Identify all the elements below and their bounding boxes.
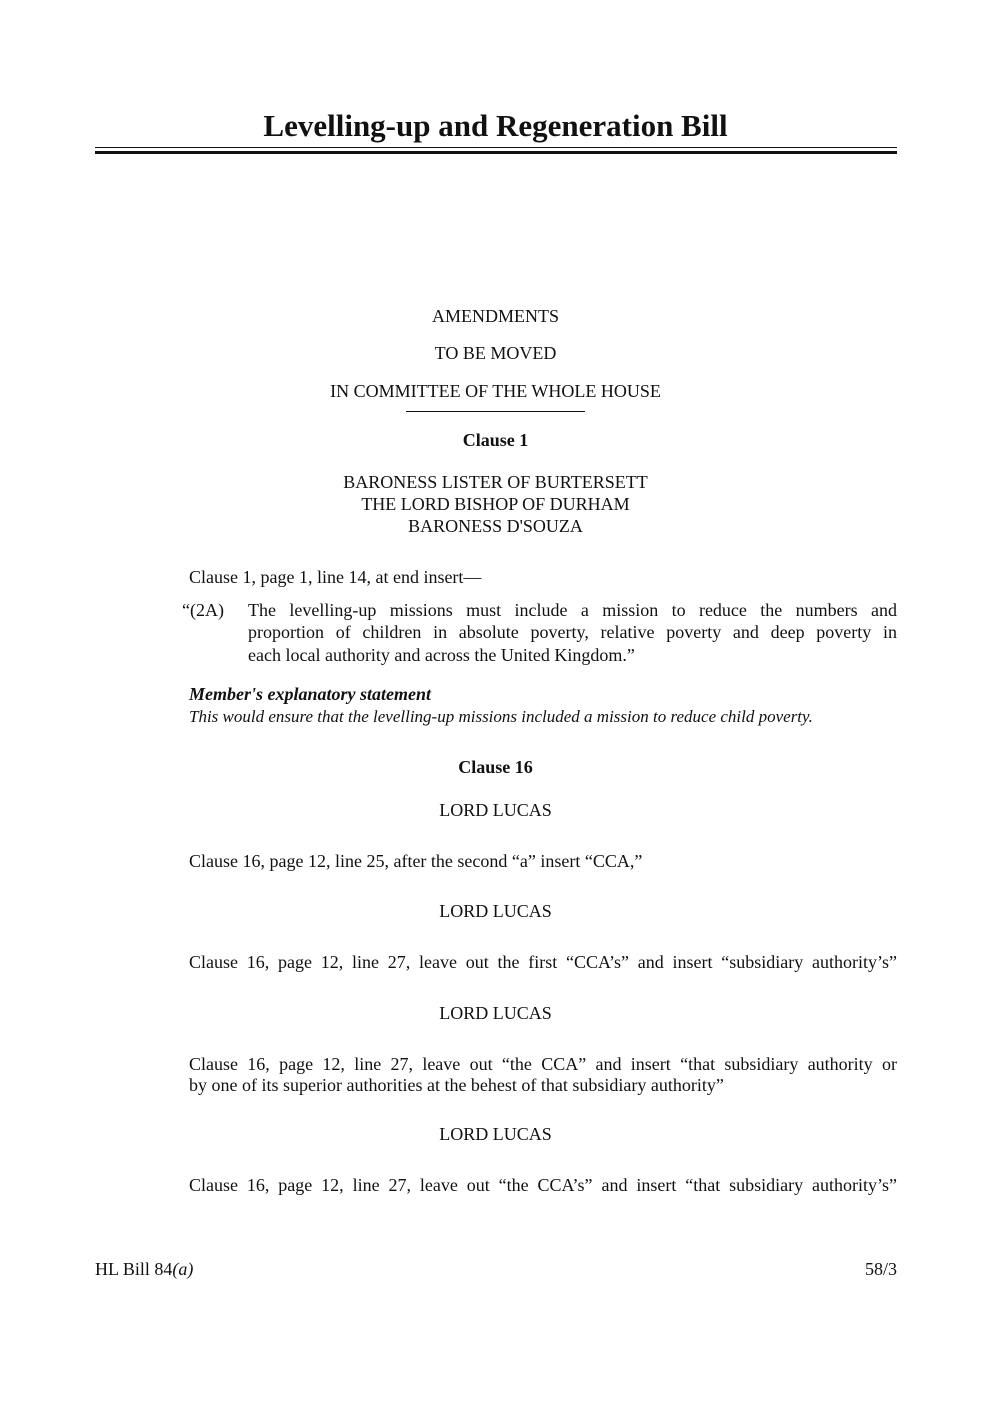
bill-suffix: (a) <box>172 1259 194 1279</box>
member-name: LORD LUCAS <box>439 800 552 820</box>
bill-number: HL Bill 84 <box>95 1259 173 1279</box>
heading-line-3: IN COMMITTEE OF THE WHOLE HOUSE <box>330 381 661 401</box>
heading-line-2: TO BE MOVED <box>434 343 557 363</box>
amendment-text: Clause 16, page 12, line 27, leave out the first “CCA’s” and insert “subsidiary authority’s” <box>189 952 897 972</box>
clause-16-heading: Clause 16 <box>458 757 533 777</box>
amendment-text: Clause 16, page 12, line 27, leave out “the CCA” and insert “that subsidiary authority or <box>189 1054 897 1074</box>
insert-text-line: each local authority and across the United Kingdom.” <box>248 645 635 665</box>
title-rule-thick <box>95 151 897 154</box>
member-name: LORD LUCAS <box>439 901 552 921</box>
member-name: THE LORD BISHOP OF DURHAM <box>361 494 630 514</box>
member-name: BARONESS LISTER OF BURTERSETT <box>343 472 648 492</box>
footer-bill-number <box>95 1258 193 1280</box>
member-name: LORD LUCAS <box>439 1003 552 1023</box>
explanatory-statement: This would ensure that the levelling-up missions included a mission to reduce child poverty. <box>189 707 813 726</box>
insert-text-line: proportion of children in absolute poverty, relative poverty and deep poverty in <box>248 622 897 642</box>
title-rule-thin <box>95 147 897 148</box>
amendment-text: Clause 16, page 12, line 25, after the second “a” insert “CCA,” <box>189 851 643 871</box>
document-title: Levelling-up and Regeneration Bill <box>263 108 728 143</box>
clause-1-heading: Clause 1 <box>462 430 529 450</box>
insert-text-line: The levelling-up missions must include a mission to reduce the numbers and <box>248 600 897 620</box>
insert-label: “(2A) <box>182 600 224 620</box>
member-name: BARONESS D'SOUZA <box>408 516 583 536</box>
amendment-instruction: Clause 1, page 1, line 14, at end insert— <box>189 567 482 587</box>
heading-divider <box>406 411 585 412</box>
amendment-text: Clause 16, page 12, line 27, leave out “the CCA’s” and insert “that subsidiary authority’s” <box>189 1175 897 1195</box>
member-name: LORD LUCAS <box>439 1124 552 1144</box>
amendment-text: by one of its superior authorities at the behest of that subsidiary authority” <box>189 1075 724 1095</box>
explanatory-statement-heading: Member's explanatory statement <box>189 684 431 704</box>
footer-reference: 58/3 <box>864 1259 897 1279</box>
heading-line-1: AMENDMENTS <box>431 306 559 326</box>
